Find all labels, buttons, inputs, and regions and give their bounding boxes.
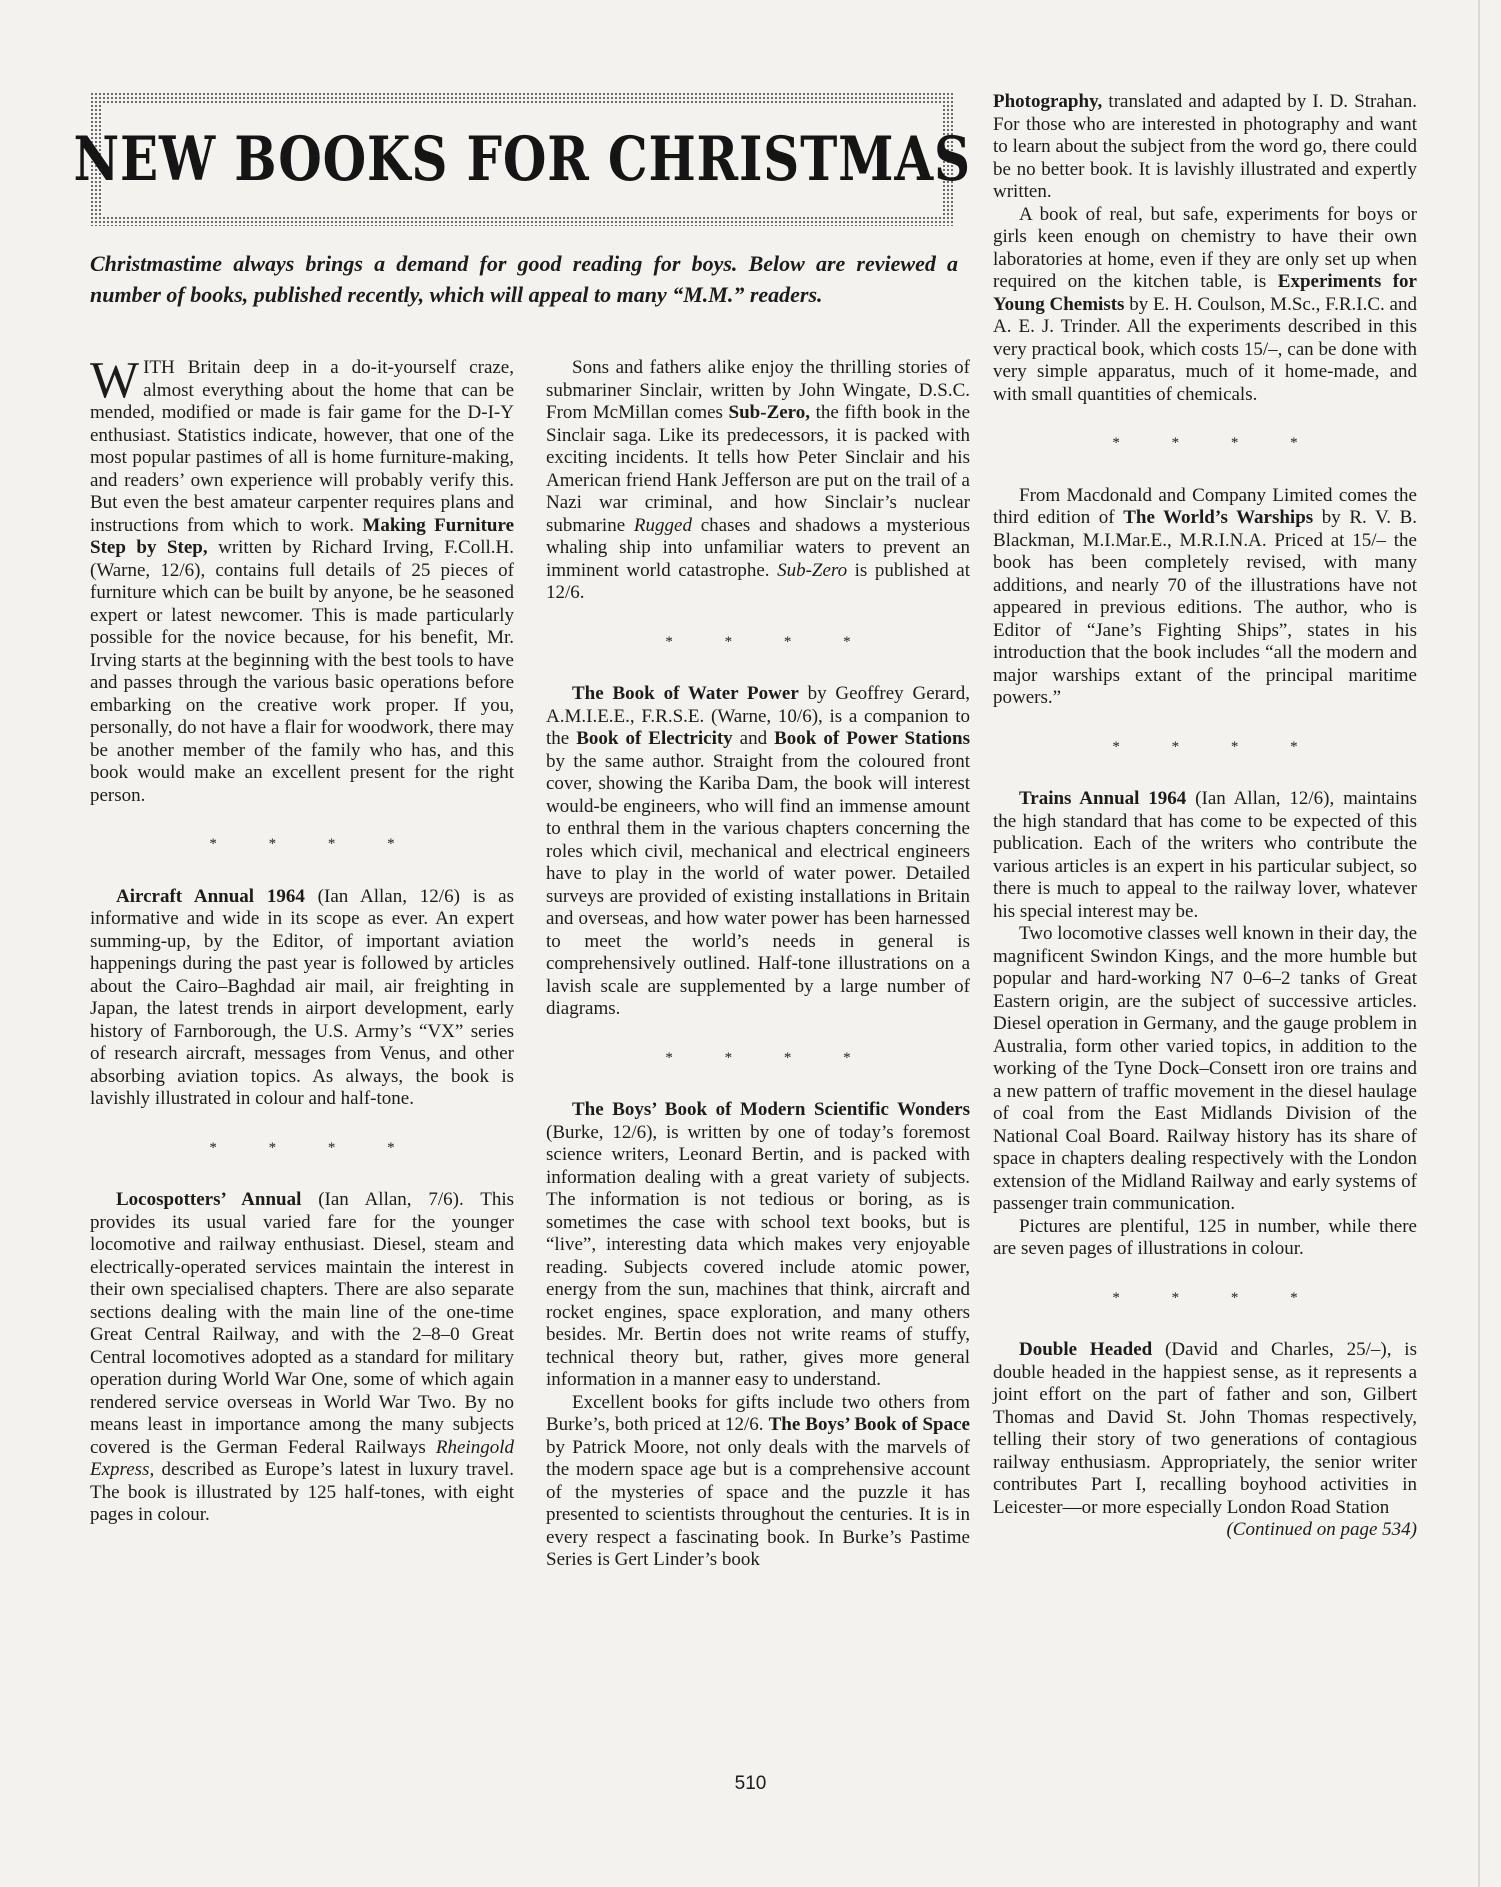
review-furniture: WITH Britain deep in a do-it-yourself craze, almost everything about the home that can be mended, modified or made is fair game for the D-I-Y enthusiast. Statistics indicate, however, that one of the most popular pastimes of all is home furniture-making, and readers’ own experience will probably verify this. But even the best amateur carpenter requires plans and instructions from which to work. Making Furniture Step by Step, written by Richard Irving, F.Coll.H. (Warne, 12/6), contains full details of 25 pieces of furniture which can be built by anyone, be he seasoned expert or latest newcomer. This is made particularly possible for the novice because, for his benefit, Mr. Irving starts at the beginning with the best tools to have and passes through the various basic operations before embarking on the creative work proper. If you, personally, do not have a flair for woodwork, there may be another member of the family who has, and this book would make an excellent present for the right person. — [90, 352, 514, 806]
section-divider: * * * * — [665, 633, 875, 650]
review-water-power: The Book of Water Power by Geoffrey Gerard, A.M.I.E.E., F.R.S.E. (Warne, 10/6), is a companion to the Book of Electricity and Book of Power Stations by the same author. Straight from the coloured front cover, showing the Kariba Dam, the book will interest would-be engineers, who will find an immense amount to enthral them in the various chapters concerning the roles which civil, mechanical and electrical engineers have to play in the world of water power. Detailed surveys are provided of existing installations in Britain and overseas, and how water power has been harnessed to meet the world’s needs in general is comprehensively outlined. Half-tone illustrations on a lavish scale are supplemented by a large number of diagrams. — [546, 683, 970, 1019]
column-3 — [993, 91, 1417, 1542]
book-title: Aircraft Annual 1964 — [116, 885, 305, 907]
page-number: 510 — [734, 1773, 767, 1794]
section-divider: * * * * — [209, 1139, 419, 1156]
review-double-headed: Double Headed (David and Charles, 25/–), is double headed in the happiest sense, as it represents a joint effort on the part of father and son, Gilbert Thomas and David St. John Thomas respectively, telling their story of two generations of contagious railway enthusiasm. Appropriately, the senior writer contributes Part I, recalling boyhood activities in Leicester—or more especially London Road Station — [993, 1339, 1417, 1518]
book-title: The Book of Water Power — [572, 683, 799, 704]
book-title: Sub-Zero, — [728, 402, 811, 423]
review-young-chemists: A book of real, but safe, experiments for boys or girls keen enough on chemistry to have their own laboratories at home, even if they are only set up when required on the kitchen table, is Experiments for Young Chemists by E. H. Coulson, M.Sc., F.R.I.C. and A. E. J. Trinder. All the experiments described in this very practical book, which costs 15/–, can be done with very simple apparatus, much of it home-made, and with small quantities of chemicals. — [993, 203, 1417, 405]
book-title: The World’s Warships — [1123, 507, 1314, 528]
book-title: Double Headed — [1019, 1339, 1153, 1360]
page-edge-line — [1478, 0, 1480, 1887]
book-title: Locospotters’ Annual — [116, 1189, 302, 1210]
section-divider: * * * * — [209, 836, 419, 852]
drop-cap: W — [90, 352, 140, 409]
page-title: NEW BOOKS FOR CHRISTMAS — [73, 123, 971, 195]
intro-text: Christmastime always brings a demand for good reading for boys. Below are reviewed a number of books, published recently, which will appeal to many “M.M.” readers. — [90, 251, 958, 307]
review-sub-zero: Sons and fathers alike enjoy the thrilling stories of submariner Sinclair, written by John Wingate, D.S.C. From McMillan comes Sub-Zero, the fifth book in the Sinclair saga. Like its predecessors, it is packed with exciting incidents. It tells how Peter Sinclair and his American friend Hank Jefferson are put on the trail of a Nazi war criminal, and how Sinclair’s nuclear submarine Rugged chases and shadows a mysterious whaling ship into unfamiliar waters to prevent an imminent world catastrophe. Sub-Zero is published at 12/6. — [546, 357, 971, 603]
book-title: Trains Annual 1964 — [1019, 788, 1187, 809]
review-trains-annual: Trains Annual 1964 (Ian Allan, 12/6), maintains the high standard that has come to be expected of this publication. Each of the writers who contribute the various articles is an expert in his particular subject, so there is much to appeal to the railway lover, whatever his special interest may be. — [993, 788, 1417, 922]
review-worlds-warships: From Macdonald and Company Limited comes the third edition of The World’s Warships by R. V. B. Blackman, M.I.Mar.E., M.R.I.N.A. Priced at 15/– the book has been completely revised, with many additions, and nearly 70 of the illustrations have not appeared in previous editions. The author, who is Editor of “Jane’s Fighting Ships”, states in his introduction that the book includes “all the modern and major warships extant of the principal maritime powers.” — [993, 484, 1417, 708]
continued-note: (Continued on page 534) — [1226, 1519, 1417, 1540]
title-frame — [73, 92, 971, 226]
trains-annual-topics: Two locomotive classes well known in their day, the magnificent Swindon Kings, and the more humble but popular and hard-working N7 0–6–2 tanks of Great Eastern origin, are the subject of successive articles. Diesel operation in Germany, and the gauge problem in Australia, form other varied topics, in addition to the working of the Tyne Dock–Consett iron ore trains and a new pattern of traffic movement in the diesel haulage of coal from the East Midlands Division of the National Coal Board. Railway history has its share of space in chapters dealing respectively with the London extension of the Midland Railway and early systems of passenger train communication. — [993, 923, 1417, 1214]
column-2 — [546, 357, 970, 1572]
book-title: The Boys’ Book of Space — [768, 1414, 970, 1435]
review-photography: Photography, translated and adapted by I. D. Strahan. For those who are interested in photography and want to learn about the subject from the word go, there could be no better book. It is lavishly illustrated and expertly written. — [993, 91, 1417, 202]
section-divider: * * * * — [1112, 738, 1322, 755]
review-locospotters: Locospotters’ Annual (Ian Allan, 7/6). This provides its usual varied fare for the younger locomotive and railway enthusiast. Diesel, steam and electrically-operated services maintain the interest in their own specialised chapters. There are also separate sections dealing with the main line of the one-time Great Central Railway, and with the 2–8–0 Great Central locomotives adopted as a standard for military operation during World War One, some of which again rendered service overseas in World War Two. By no means least in importance among the many subjects covered is the German Federal Railways Rheingold Express, described as Europe’s latest in luxury travel. The book is illustrated by 125 half-tones, with eight pages in colour. — [90, 1189, 514, 1525]
section-divider: * * * * — [1112, 1289, 1322, 1306]
trains-annual-pictures: Pictures are plentiful, 125 in number, while there are seven pages of illustrations in colour. — [993, 1215, 1417, 1259]
book-title: The Boys’ Book of Modern Scientific Wonders — [572, 1099, 970, 1120]
book-title: Making Furniture Step by Step, — [90, 514, 514, 558]
review-book-of-space: Excellent books for gifts include two others from Burke’s, both priced at 12/6. The Boys’ Book of Space by Patrick Moore, not only deals with the marvels of the modern space age but is a comprehensive account of the mysteries of space and the puzzle it has presented to scientists throughout the centuries. It is in every respect a fascinating book. In Burke’s Pastime Series is Gert Linder’s book — [546, 1391, 970, 1570]
book-title: Photography, — [993, 91, 1103, 112]
review-scientific-wonders: The Boys’ Book of Modern Scientific Wonders (Burke, 12/6), is written by one of today’s foremost science writers, Leonard Bertin, and is packed with information dealing with a great variety of subjects. The information is not tedious or boring, as is sometimes the case with school text books, but is “live”, interesting data which makes very enjoyable reading. Subjects covered include atomic power, energy from the sun, machines that think, aircraft and rocket engines, space exploration, and many others besides. Mr. Bertin does not write reams of stuffy, technical theory but, rather, gives more general information in a manner easy to understand. — [546, 1099, 970, 1390]
section-divider: * * * * — [1112, 435, 1322, 451]
column-1 — [90, 352, 514, 1527]
review-aircraft-annual: Aircraft Annual 1964 (Ian Allan, 12/6) is as informative and wide in its scope as ever. An expert summing-up, by the Editor, of important aviation happenings during the past year is followed by articles about the Cairo–Baghdad air mail, air freighting in Japan, the latest trends in airport development, early history of Farnborough, the U.S. Army’s “VX” series of research aircraft, messages from Venus, and other absorbing aviation topics. As always, the book is lavishly illustrated in colour and half-tone. — [90, 885, 514, 1109]
section-divider: * * * * — [665, 1049, 875, 1066]
book-title: Experiments for Young Chemists — [993, 271, 1417, 315]
